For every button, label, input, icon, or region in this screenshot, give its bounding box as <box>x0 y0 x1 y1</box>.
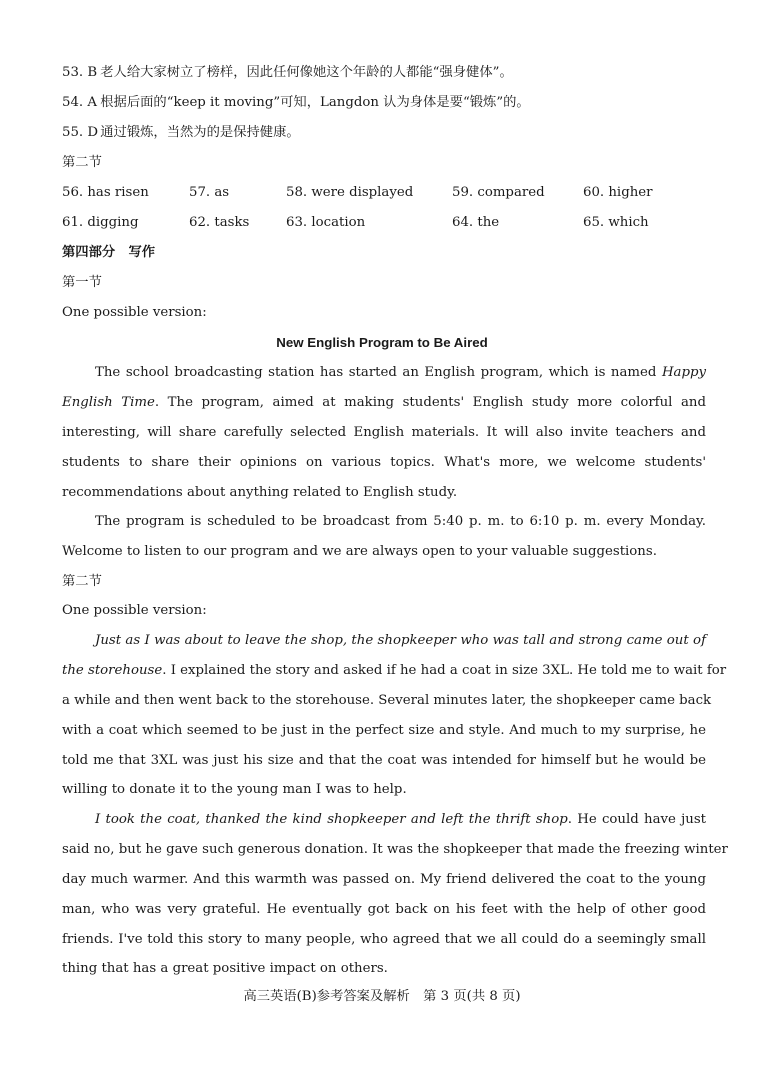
line-italic: English Time <box>62 395 155 410</box>
answer-cell: 60. higher <box>583 185 653 200</box>
essay-line: The program is scheduled to be broadcast from 5:40 p. m. to 6:10 p. m. every Monday. <box>95 514 706 529</box>
line-text: The school broadcasting station has started an English program, which is named <box>95 365 662 380</box>
answer-number: 53. B <box>62 65 98 80</box>
section-heading: 第二节 <box>62 574 102 589</box>
answer-cell: 57. as <box>189 185 230 200</box>
answer-cell: 61. digging <box>62 215 139 230</box>
answer-cell: 59. compared <box>452 185 545 200</box>
answer-cell: 56. has risen <box>62 185 149 200</box>
essay-line <box>95 364 706 382</box>
essay-line <box>95 811 706 829</box>
answer-explanation: 根据后面的“keep it moving”可知，Langdon 认为身体是要“锻炼”的。 <box>100 95 530 110</box>
answer-53 <box>62 64 706 82</box>
essay-line: man, who was very grateful. He eventually got back on his feet with the help of other good <box>62 902 706 917</box>
essay-title: New English Program to Be Aired <box>276 335 488 350</box>
essay-line <box>62 394 706 412</box>
answer-cell: 62. tasks <box>189 215 250 230</box>
line-text: . He could have just <box>567 812 706 827</box>
answer-cell: 65. which <box>583 215 649 230</box>
answer-number: 55. D <box>62 125 99 140</box>
possible-version-label: One possible version: <box>62 603 207 618</box>
essay-line: friends. I've told this story to many people, who agreed that we all could do a seemingly small <box>62 932 706 947</box>
section-heading: 第二节 <box>62 155 102 170</box>
answer-grid-row <box>62 184 682 202</box>
line-text: . The program, aimed at making students' English study more colorful and <box>154 395 706 410</box>
essay-line: students to share their opinions on various topics. What's more, we welcome students' <box>62 455 706 470</box>
essay-line: willing to donate it to the young man I was to help. <box>62 782 407 797</box>
answer-54 <box>62 94 706 112</box>
line-text: . I explained the story and asked if he had a coat in size 3XL. He told me to wait for <box>162 663 727 678</box>
essay-line: with a coat which seemed to be just in the perfect size and style. And much to my surprise, he <box>62 723 706 738</box>
answer-55 <box>62 124 706 142</box>
essay-line: Welcome to listen to our program and we are always open to your valuable suggestions. <box>62 544 657 559</box>
answer-cell: 64. the <box>452 215 500 230</box>
answer-explanation: 老人给大家树立了榜样，因此任何像她这个年龄的人都能“强身健体”。 <box>100 65 513 80</box>
line-italic: I took the coat, thanked the kind shopkeeper and left the thrift shop <box>95 812 568 827</box>
answer-number: 54. A <box>62 95 97 110</box>
answer-cell: 63. location <box>286 215 366 230</box>
answer-grid-row <box>62 214 682 232</box>
page-footer: 高三英语(B)参考答案及解析 第 3 页(共 8 页) <box>243 989 521 1004</box>
answer-cell: 58. were displayed <box>286 185 414 200</box>
essay-line: Just as I was about to leave the shop, the shopkeeper who was tall and strong came out of <box>95 633 706 648</box>
possible-version-label: One possible version: <box>62 305 207 320</box>
part-heading: 第四部分 写作 <box>62 245 156 260</box>
essay-line: interesting, will share carefully selected English materials. It will also invite teachers and <box>62 425 706 440</box>
essay-line: told me that 3XL was just his size and that the coat was intended for himself but he would be <box>62 753 706 768</box>
essay-line: a while and then went back to the storehouse. Several minutes later, the shopkeeper came back <box>62 693 712 708</box>
essay-line: recommendations about anything related to English study. <box>62 485 458 500</box>
essay-line: said no, but he gave such generous donation. It was the shopkeeper that made the freezing winter <box>62 842 728 857</box>
line-italic: the storehouse <box>62 663 163 678</box>
line-italic: Happy <box>661 365 706 380</box>
section-heading: 第一节 <box>62 275 102 290</box>
essay-line <box>62 662 727 680</box>
essay-line: thing that has a great positive impact on others. <box>62 961 388 976</box>
essay-line: day much warmer. And this warmth was passed on. My friend delivered the coat to the young <box>62 872 706 887</box>
answer-explanation: 通过锻炼，当然为的是保持健康。 <box>100 125 300 140</box>
